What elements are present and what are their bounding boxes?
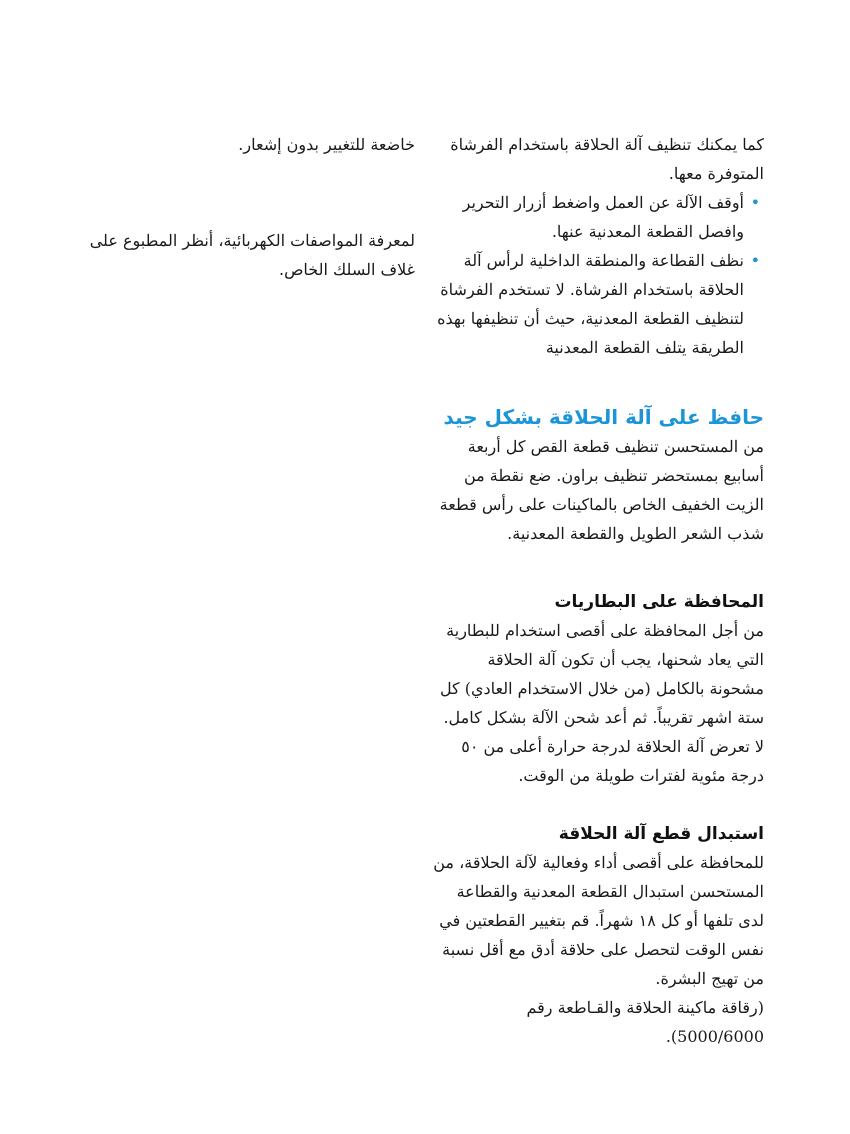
replacement-section xyxy=(432,820,764,1051)
cleaning-step xyxy=(432,188,764,246)
bullet-icon: • xyxy=(750,251,760,270)
maintenance-body: من المستحسن تنظيف قطعة القص كل أربعة أسابيع بمستحضر تنظيف براون. ضع نقطة من الزيت الخفيف الخاص بالماكينات على رأس قطعة شذب الشعر الطويل والقطعة المعدنية. xyxy=(439,437,764,543)
bullet-icon: • xyxy=(750,193,760,212)
cleaning-steps xyxy=(432,188,764,362)
battery-heading: المحافظة على البطاريات xyxy=(554,592,764,612)
maintenance-heading: حافظ على آلة الحلاقة بشكل جيد xyxy=(443,405,764,429)
main-column xyxy=(432,130,764,1051)
side-note-electrical xyxy=(80,226,415,284)
replacement-body: للمحافظة على أقصى أداء وفعالية لآلة الحلاقة، من المستحسن استبدال القطعة المعدنية والقطاعة لدى تلفها أو كل ١٨ شهراً. قم بتغيير القطعتين في نفس الوقت لتحصل على حلاقة أدق مع أقل نسبة من تهيج البشرة. xyxy=(433,853,764,988)
change-notice: خاضعة للتغيير بدون إشعار. xyxy=(238,135,415,154)
replacement-heading: استبدال قطع آلة الحلاقة xyxy=(558,824,764,844)
cleaning-step xyxy=(432,246,764,362)
maintenance-section xyxy=(432,402,764,548)
cleaning-section xyxy=(432,130,764,362)
cleaning-step-text: نظف القطاعة والمنطقة الداخلية لرأس آلة الحلاقة باستخدام الفرشاة. لا تستخدم الفرشاة لتنظيف القطعة المعدنية، حيث أن تنظيفها بهذه الطريقة يتلف القطعة المعدنية xyxy=(437,251,744,357)
cleaning-intro: كما يمكنك تنظيف آلة الحلاقة باستخدام الفرشاة المتوفرة معها. xyxy=(450,135,764,183)
battery-section xyxy=(432,588,764,790)
cleaning-step-text: أوقف الآلة عن العمل واضغط أزرار التحرير وافصل القطعة المعدنية عنها. xyxy=(462,193,744,241)
electrical-specs-note: لمعرفة المواصفات الكهربائية، أنظر المطبوع على غلاف السلك الخاص. xyxy=(89,231,415,279)
battery-body: من أجل المحافظة على أقصى استخدام للبطارية التي يعاد شحنها، يجب أن تكون آلة الحلاقة مشحونة بالكامل (من خلال الاستخدام العادي) كل ستة اشهر تقريباً. ثم أعد شحن الآلة بشكل كامل. لا تعرض آلة الحلاقة لدرجة حرارة أعلى من ٥٠ درجة مئوية لفترات طويلة من الوقت. xyxy=(439,621,764,785)
side-note-change xyxy=(80,130,415,159)
replacement-note: (رقاقة ماكينة الحلاقة والقـاطعة رقم 5000/6000). xyxy=(526,998,764,1046)
